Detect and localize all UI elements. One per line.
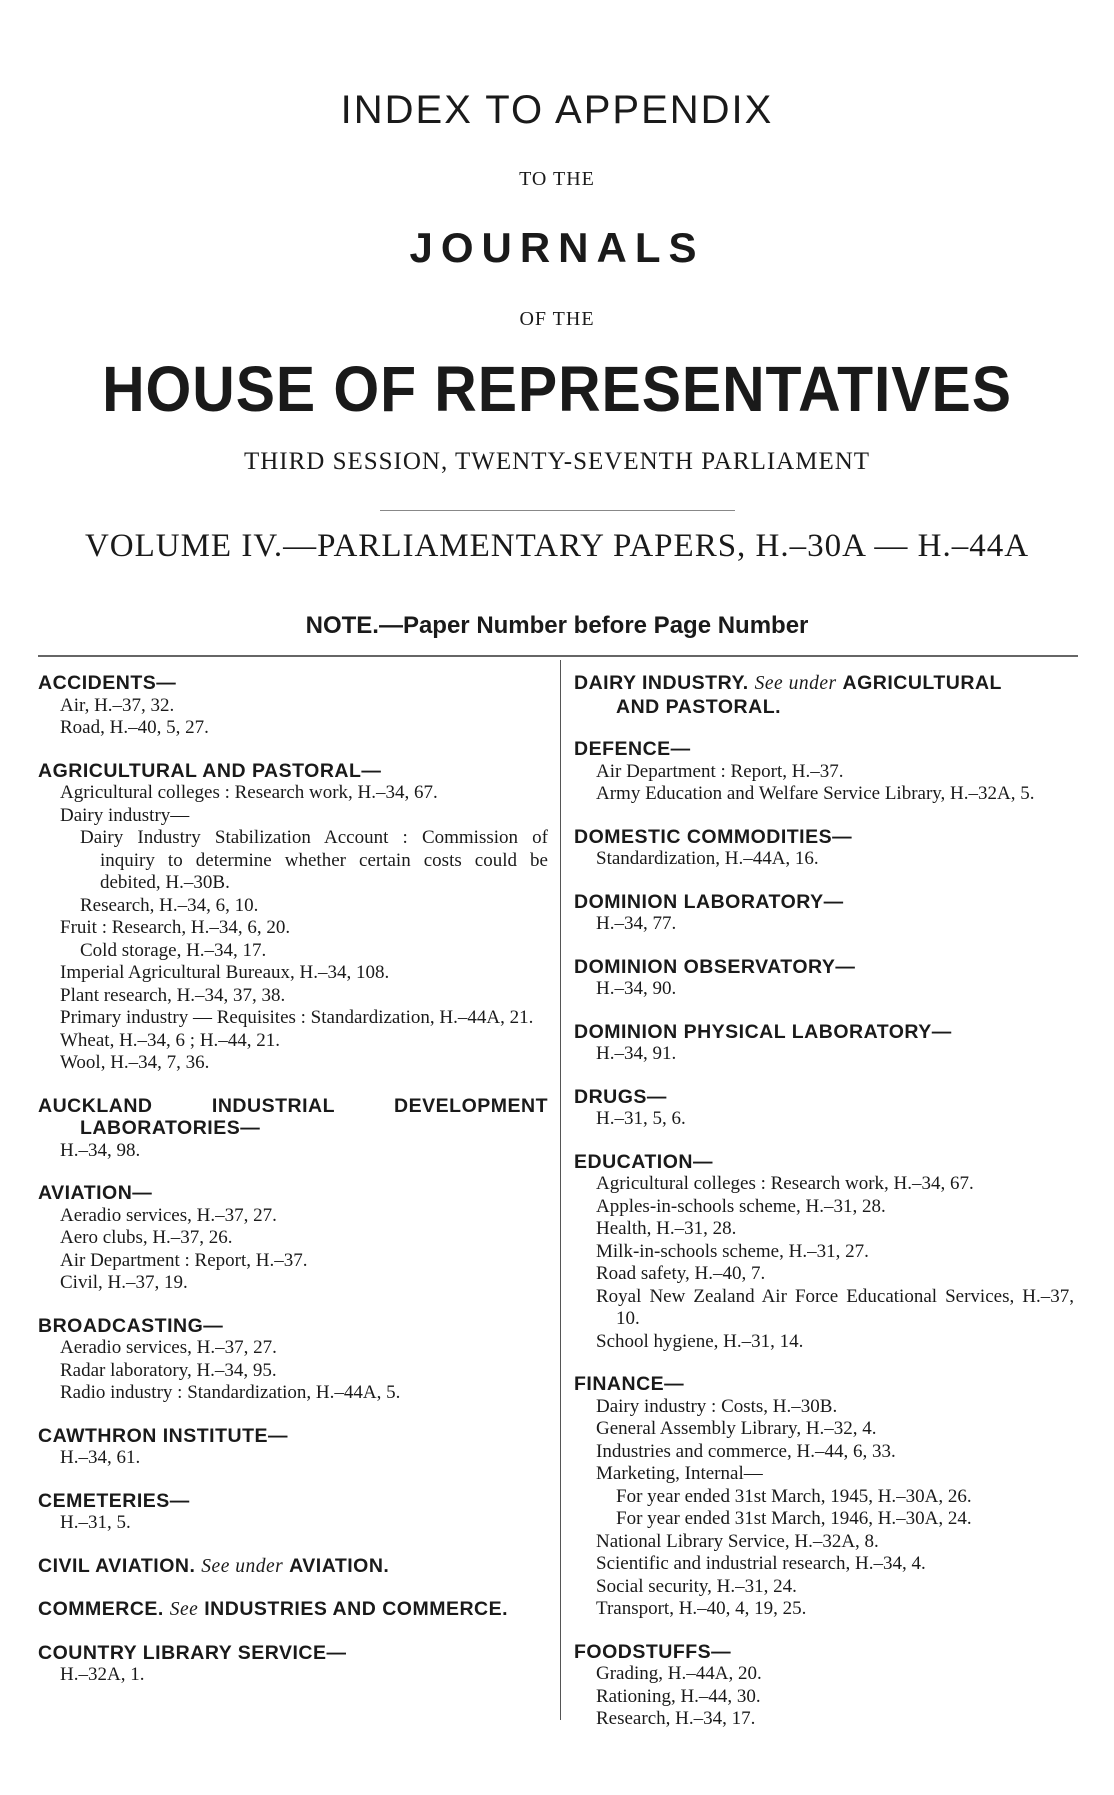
index-subitem: Research, H.–34, 6, 10. [80, 894, 259, 916]
header-rule [38, 655, 1078, 657]
heading: DEFENCE— [574, 738, 691, 760]
right-column [574, 672, 1074, 1751]
index-item: Aeradio services, H.–37, 27. [60, 1204, 277, 1226]
index-item: Radio industry : Standardization, H.–44A, 5. [60, 1382, 401, 1403]
entry-dominion-laboratory [574, 891, 1074, 936]
entry-defence [574, 738, 1074, 806]
see-reference: See under [201, 1555, 284, 1577]
short-divider [380, 510, 735, 511]
index-item: H.–34, 91. [596, 1043, 677, 1064]
index-item: Civil, H.–37, 19. [60, 1272, 188, 1293]
heading: AUCKLAND INDUSTRIAL DEVELOPMENT [38, 1094, 548, 1117]
session-line: THIRD SESSION, TWENTY-SEVENTH PARLIAMENT [243, 448, 871, 475]
index-item: H.–34, 61. [60, 1447, 141, 1468]
index-item: Primary industry — Requisites : Standardization, H.–44A, 21. [60, 1007, 534, 1028]
heading: ACCIDENTS— [38, 672, 177, 694]
entry-domestic-commodities [574, 826, 1074, 871]
heading-continued: LABORATORIES— [80, 1117, 261, 1139]
cross-reference: INDUSTRIES AND COMMERCE. [204, 1598, 509, 1620]
left-column [38, 672, 548, 1707]
index-item: Dairy industry : Costs, H.–30B. [596, 1395, 838, 1417]
heading: CAWTHRON INSTITUTE— [38, 1424, 288, 1447]
entry-civil-aviation [38, 1555, 548, 1579]
index-item: H.–34, 77. [596, 913, 677, 934]
entry-commerce [38, 1598, 548, 1622]
entry-accidents [38, 672, 548, 740]
entry-dairy-industry [574, 672, 1074, 718]
index-subitem: For year ended 31st March, 1945, H.–30A, 26. [616, 1485, 972, 1507]
heading: CEMETERIES— [38, 1489, 190, 1512]
title-journals: JOURNALS [409, 224, 705, 271]
heading-term: CIVIL AVIATION. [38, 1554, 196, 1577]
index-subitem: Cold storage, H.–34, 17. [80, 939, 267, 961]
index-item: Grading, H.–44A, 20. [596, 1663, 762, 1684]
entry-auckland-industrial-development [38, 1095, 548, 1163]
heading [574, 672, 1074, 696]
heading: DOMESTIC COMMODITIES— [574, 825, 853, 848]
heading: DRUGS— [574, 1085, 667, 1108]
index-item: School hygiene, H.–31, 14. [596, 1330, 804, 1352]
entry-cawthron-institute [38, 1425, 548, 1470]
index-item: General Assembly Library, H.–32, 4. [596, 1418, 877, 1439]
heading-term: DAIRY INDUSTRY. [574, 672, 749, 694]
index-item: Dairy industry— [60, 804, 190, 826]
heading [38, 1598, 548, 1622]
heading: COUNTRY LIBRARY SERVICE— [38, 1641, 347, 1664]
index-item: Radar laboratory, H.–34, 95. [60, 1359, 277, 1381]
index-item: Air Department : Report, H.–37. [596, 760, 844, 782]
cross-reference: AVIATION. [289, 1554, 390, 1577]
index-item: Army Education and Welfare Service Library, H.–32A, 5. [596, 783, 1035, 804]
entry-cemeteries [38, 1490, 548, 1535]
heading: FINANCE— [574, 1373, 685, 1395]
index-item: Air, H.–37, 32. [60, 694, 175, 716]
index-item: Road safety, H.–40, 7. [596, 1263, 766, 1284]
index-item: H.–34, 90. [596, 978, 677, 999]
index-item: Standardization, H.–44A, 16. [596, 848, 819, 869]
index-item: Wool, H.–34, 7, 36. [60, 1052, 210, 1073]
heading: BROADCASTING— [38, 1314, 224, 1337]
index-item: H.–31, 5. [60, 1512, 131, 1533]
index-item: Transport, H.–40, 4, 19, 25. [596, 1598, 807, 1619]
entry-country-library-service [38, 1642, 548, 1687]
entry-aviation [38, 1182, 548, 1295]
title-of-the: OF THE [519, 308, 595, 330]
heading-term: COMMERCE. [38, 1598, 164, 1620]
entry-foodstuffs [574, 1641, 1074, 1731]
volume-line: VOLUME IV.—PARLIAMENTARY PAPERS, H.–30A — H.–44A [84, 528, 1030, 564]
index-item: H.–31, 5, 6. [596, 1108, 686, 1129]
title-index-to-appendix: INDEX TO APPENDIX [340, 88, 774, 132]
heading: FOODSTUFFS— [574, 1640, 732, 1663]
index-item: Plant research, H.–34, 37, 38. [60, 984, 286, 1006]
index-item: Apples-in-schools scheme, H.–31, 28. [596, 1195, 886, 1217]
heading: DOMINION PHYSICAL LABORATORY— [574, 1020, 952, 1043]
entry-finance [574, 1373, 1074, 1621]
heading: AVIATION— [38, 1182, 153, 1204]
see-reference: See [169, 1599, 199, 1620]
index-item: Fruit : Research, H.–34, 6, 20. [60, 917, 291, 938]
index-item: National Library Service, H.–32A, 8. [596, 1530, 879, 1552]
index-item: Road, H.–40, 5, 27. [60, 717, 209, 738]
index-item: Royal New Zealand Air Force Educational Services, H.–37, 10. [596, 1285, 1074, 1329]
cross-reference-continued: AND PASTORAL. [616, 695, 782, 718]
index-item: Research, H.–34, 17. [596, 1708, 756, 1729]
entry-agricultural-and-pastoral [38, 760, 548, 1075]
index-item: Aero clubs, H.–37, 26. [60, 1227, 233, 1248]
index-item: Wheat, H.–34, 6 ; H.–44, 21. [60, 1029, 281, 1051]
index-item: Agricultural colleges : Research work, H.–34, 67. [596, 1173, 974, 1194]
entry-broadcasting [38, 1315, 548, 1405]
index-item: Milk-in-schools scheme, H.–31, 27. [596, 1240, 869, 1262]
index-item: Aeradio services, H.–37, 27. [60, 1337, 277, 1358]
see-reference: See under [754, 673, 837, 694]
heading: AGRICULTURAL AND PASTORAL— [38, 759, 382, 782]
index-item: H.–34, 98. [60, 1139, 141, 1161]
heading: DOMINION LABORATORY— [574, 890, 844, 913]
index-item: H.–32A, 1. [60, 1664, 145, 1685]
index-subitem: For year ended 31st March, 1946, H.–30A, 24. [616, 1508, 972, 1529]
note-line: NOTE.—Paper Number before Page Number [305, 612, 809, 639]
title-to-the: TO THE [519, 168, 595, 190]
entry-dominion-observatory [574, 956, 1074, 1001]
title-house-of-representatives: HOUSE OF REPRESENTATIVES [102, 353, 1012, 425]
index-item: Industries and commerce, H.–44, 6, 33. [596, 1440, 896, 1462]
column-divider [560, 660, 561, 1720]
index-item: Rationing, H.–44, 30. [596, 1685, 761, 1707]
index-subitem: Dairy Industry Stabilization Account : Commission of inquiry to determine whether certain costs could be debited, H.–30B. [80, 827, 548, 893]
heading: EDUCATION— [574, 1150, 713, 1173]
index-item: Scientific and industrial research, H.–34, 4. [596, 1553, 926, 1574]
entry-dominion-physical-laboratory [574, 1021, 1074, 1066]
heading: DOMINION OBSERVATORY— [574, 955, 856, 978]
cross-reference: AGRICULTURAL [842, 672, 1002, 694]
index-item: Imperial Agricultural Bureaux, H.–34, 108. [60, 962, 390, 983]
index-item: Air Department : Report, H.–37. [60, 1249, 308, 1271]
index-item: Social security, H.–31, 24. [596, 1575, 797, 1597]
entry-education [574, 1151, 1074, 1354]
index-item: Agricultural colleges : Research work, H.–34, 67. [60, 782, 438, 803]
heading [38, 1555, 548, 1579]
entry-drugs [574, 1086, 1074, 1131]
index-item: Marketing, Internal— [596, 1463, 763, 1484]
index-item: Health, H.–31, 28. [596, 1218, 737, 1239]
